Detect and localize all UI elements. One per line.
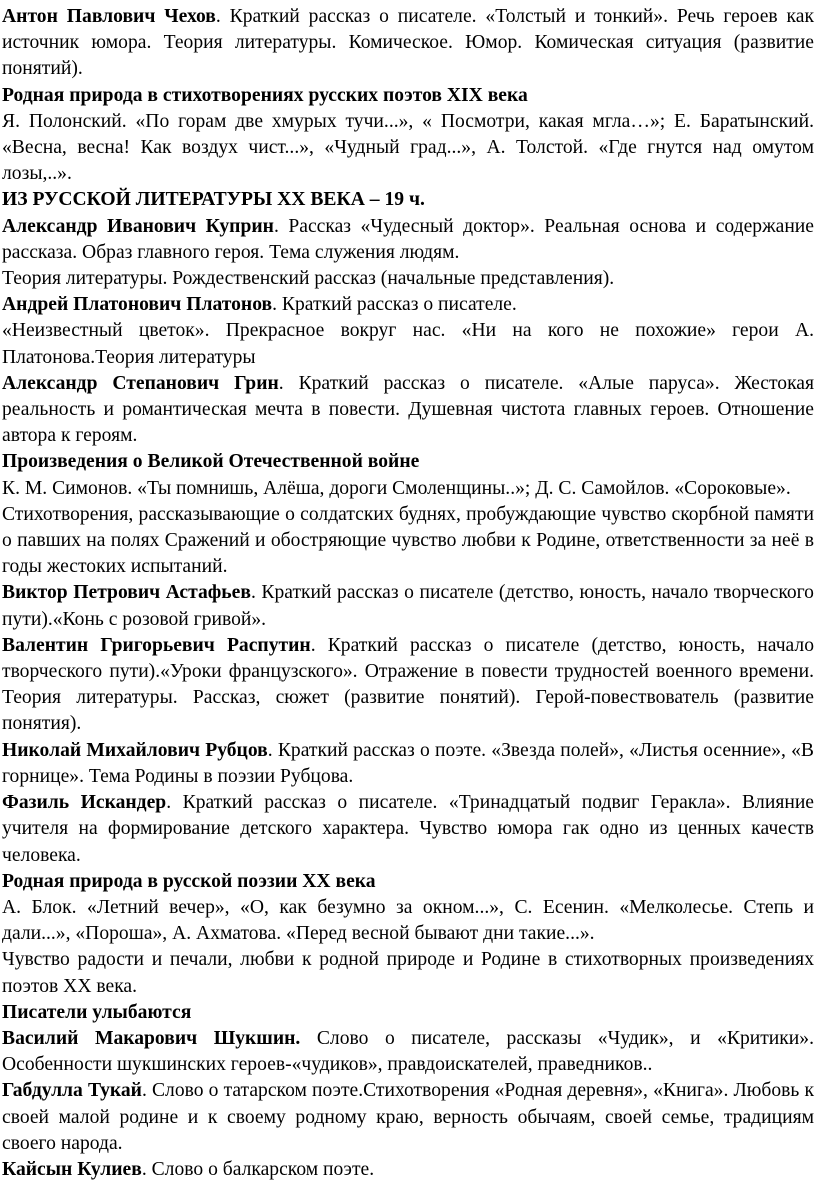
paragraph-text: «Неизвестный цветок». Прекрасное вокруг нас. «Ни на кого не похожие» герои А. Платонова.Теория литературы: [2, 320, 814, 368]
author-name: Александр Иванович Куприн: [2, 215, 274, 237]
paragraph-grin: [2, 371, 814, 450]
paragraph-text: . Рассказ «Чудесный доктор». Реальная основа и содержание рассказа. Образ главного героя. Тема служения людям.: [2, 215, 814, 263]
paragraph-text: Теория литературы. Рождественский рассказ (начальные представления).: [2, 268, 615, 290]
paragraph-tukay: [2, 1078, 814, 1157]
section-heading: ИЗ РУССКОЙ ЛИТЕРАТУРЫ XX ВЕКА – 19 ч.: [2, 189, 425, 211]
paragraph-text: . Краткий рассказ о писателе (детство, юность, начало творческого пути).«Конь с розовой гривой».: [2, 582, 814, 630]
paragraph-text: . Краткий рассказ о писателе (детство, юность, начало творческого пути).«Уроки французского». Отражение в повести трудностей военного времени. Теория литературы. Рассказ, сюжет (развитие понятий). Герой-повествователь (развитие понятия).: [2, 634, 814, 735]
section-heading: Родная природа в русской поэзии XX века: [2, 870, 376, 892]
paragraph-chekhov: [2, 4, 814, 83]
author-name: Николай Михайлович Рубцов: [2, 739, 268, 761]
author-name: Фазиль Искандер: [2, 792, 167, 814]
paragraph-text: Стихотворения, рассказывающие о солдатских буднях, пробуждающие чувство скорбной памяти о павших на полях Сражений и обостряющие чувство любви к Родине, ответственности за неё в годы жестоких испытаний.: [2, 503, 814, 578]
paragraph-rubtsov: [2, 738, 814, 790]
author-name: Василий Макарович Шукшин.: [2, 1027, 301, 1049]
section-heading: Родная природа в стихотворениях русских поэтов XIX века: [2, 84, 528, 106]
paragraph-iskander: [2, 790, 814, 869]
paragraph-text: . Краткий рассказ о писателе. «Тринадцатый подвиг Геракла». Влияние учителя на формирование детского характера. Чувство юмора гак одно из ценных качеств человека.: [2, 792, 814, 866]
paragraph-text: Чувство радости и печали, любви к родной природе и Родине в стихотворных произведениях поэтов XX века.: [2, 949, 814, 997]
paragraph-astafiev: [2, 580, 814, 632]
author-name: Александр Степанович Грин: [2, 372, 279, 394]
paragraph-text: . Слово о балкарском поэте.: [141, 1158, 375, 1180]
paragraph-text: . Краткий рассказ о писателе.: [272, 294, 517, 316]
paragraph-text: Я. Полонский. «По горам две хмурых тучи...», « Посмотри, какая мгла…»; Е. Баратынский. «Весна, весна! Как воздух чист...», «Чудный град...», А. Толстой. «Где гнутся над омутом лозы,..».: [2, 110, 814, 185]
paragraph-rasputin: [2, 633, 814, 738]
paragraph-kuprin: [2, 214, 814, 266]
author-name: Кайсын Кулиев: [2, 1158, 142, 1180]
paragraph-text: . Краткий рассказ о поэте. «Звезда полей», «Листья осенние», «В горнице». Тема Родины в поэзии Рубцова.: [2, 739, 814, 787]
paragraph-text: . Краткий рассказ о писателе. «Алые паруса». Жестокая реальность и романтическая мечта в повести. Душевная чистота главных героев. Отношение автора к героям.: [2, 372, 814, 447]
paragraph-text: . Слово о татарском поэте.Стихотворения «Родная деревня», «Книга». Любовь к своей малой родине и к своему родному краю, верность обычаям, своей семье, традициям своего народа.: [2, 1080, 814, 1154]
paragraph-text: Слово о писателе, рассказы «Чудик», и «Критики». Особенности шукшинских героев-«чудиков», правдоискателей, праведников..: [2, 1027, 814, 1076]
section-heading: Писатели улыбаются: [2, 1001, 192, 1023]
author-name: Антон Павлович Чехов: [2, 6, 216, 27]
paragraph-platonov: [2, 292, 814, 318]
author-name: Виктор Петрович Астафьев: [2, 582, 251, 604]
paragraph-text: А. Блок. «Летний вечер», «О, как безумно за окном...», С. Есенин. «Мелколесье. Степь и дали...», «Пороша», А. Ахматова. «Перед весной бывают дни такие...».: [2, 896, 814, 945]
section-heading: Произведения о Великой Отечественной войне: [2, 451, 420, 473]
author-name: Габдулла Тукай: [2, 1080, 142, 1102]
paragraph-shukshin: [2, 1026, 814, 1078]
author-name: Андрей Платонович Платонов: [2, 294, 273, 316]
paragraph-kuliev: [2, 1157, 814, 1183]
paragraph-text: К. М. Симонов. «Ты помнишь, Алёша, дороги Смоленщины..»; Д. С. Самойлов. «Сороковые».: [2, 477, 791, 499]
author-name: Валентин Григорьевич Распутин: [2, 634, 311, 656]
paragraph-text: . Краткий рассказ о писателе. «Толстый и тонкий». Речь героев как источник юмора. Теория литературы. Комическое. Юмор. Комическая ситуация (развитие понятий).: [2, 6, 814, 80]
